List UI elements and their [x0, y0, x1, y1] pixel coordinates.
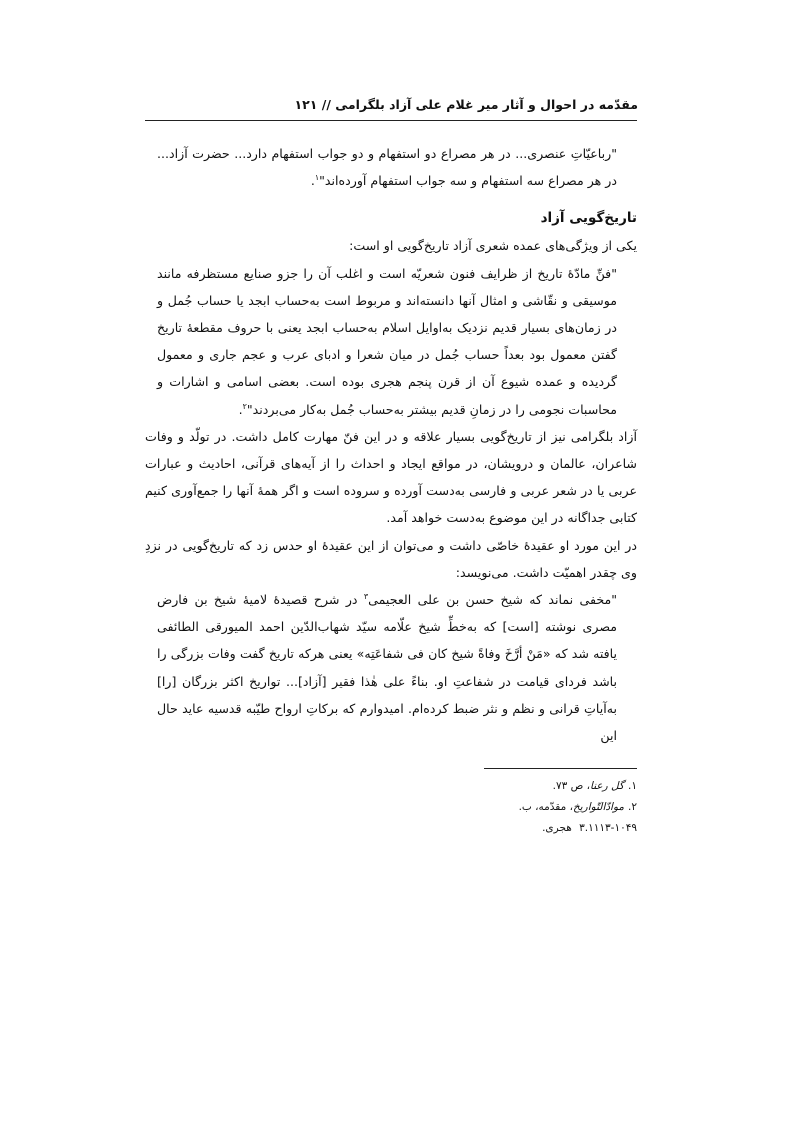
quote-makhfi-rest: در شرح قصیدهٔ لامیهٔ شیخ بن فارض مصری نوشته [است] که به‌خطِّ شیخ علّامه سیّد شهاب‌الدّین احمد المیورقی الطائفی یافته شد که «مَنْ أرَّخَ وفاةً شیخ کان فی شفاعَتِه» یعنی هرکه تاریخ گفت وفات بزرگی را باشد فردای قیامت در شفاعتِ او. بناءً علی هٰذا فقیر [آزاد]... تواریخ اکثر بزرگان [را] به‌آیاتِ قرانی و نظم و نثر ضبط کرده‌ام. امیدوارم که برکاتِ ارواح طیّبه قدسیه عاید حال این — [157, 592, 617, 744]
footnote-number: ۱. — [628, 780, 637, 792]
intro-paragraph: یکی از ویژگی‌های عمده شعری آزاد تاریخ‌گویی او است: — [349, 238, 637, 254]
quote-makhfi — [145, 586, 637, 749]
footnote-ref-3: ۳ — [363, 591, 369, 601]
footnote-rule — [484, 768, 637, 769]
footnote-number: ۲. — [628, 801, 637, 813]
footnote-title: گل رعنا — [590, 780, 625, 792]
quote-makhfi-start: "مخفی نماند که شیخ حسن بن علی العجیمی — [368, 592, 617, 608]
quote-anasori-text: "رباعیّاتِ عنصری... در هر مصراع دو استفهام و دو جواب استفهام دارد... حضرت آزاد... در هر مصراع سه استفهام و سه جواب استفهام آورده‌اند" — [157, 146, 617, 189]
main-text — [145, 140, 637, 749]
quote-anasori: "رباعیّاتِ عنصری... در هر مصراع دو استفهام و دو جواب استفهام دارد... حضرت آزاد... در هر مصراع سه استفهام و سه جواب استفهام آورده‌اند"$^۱$. — [157, 146, 617, 189]
footnote-ref-1: ۱ — [314, 173, 320, 183]
footnotes — [380, 776, 637, 839]
footnote-1 — [380, 776, 637, 797]
paragraph-belief: در این مورد او عقیدهٔ خاصّی داشت و می‌توان از این عقیدهٔ او حدس زد که تاریخ‌گویی در نزدِ وی چقدر اهمیّت داشت. می‌نویسد: — [145, 537, 637, 580]
footnote-2 — [380, 797, 637, 818]
quote-fann-tarikh-text: "فنِّ مادّهٔ تاریخ از ظرایف فنون شعریّه است و اغلب آن را جزو صنایع مستظرفه مانند موسیقی و نقّاشی و امثال آنها دانسته‌اند و مربوط است به‌حساب ابجد یا حساب جُمل و در زمان‌های بسیار قدیم نزدیک به‌اوایل اسلام به‌حساب ابجد یعنی با حروف مقطعهٔ تاریخ گفتن معمول بود بعداً حساب جُمل در میان شعرا و ادبای عرب و عجم جاری و معمول گردیده و عمده شیوع آن از قرن پنجم هجری بوده است. بعضی اسامی و اشارات و محاسبات نجومی را در زمانِ قدیم بیشتر به‌حساب جُمل به‌کار می‌بردند" — [157, 265, 617, 417]
footnote-detail: ، مقدّمه، ب. — [518, 801, 573, 813]
running-header: مقدّمه در احوال و آثار میر غلام علی آزاد بلگرامی // ۱۲۱ — [294, 97, 638, 112]
footnote-number: ۳. — [579, 822, 589, 834]
footnote-detail: ۱۱۱۳-۱۰۴۹ هجری. — [542, 822, 637, 834]
quote-fann-tarikh: "فنِّ مادّهٔ تاریخ از ظرایف فنون شعریّه است و اغلب آن را جزو صنایع مستظرفه مانند موسیقی و نقّاشی و امثال آنها دانسته‌اند و مربوط است به‌حساب ابجد یا حساب جُمل و در زمان‌های بسیار قدیم نزدیک به‌اوایل اسلام به‌حساب ابجد یعنی با حروف مقطعهٔ تاریخ گفتن معمول بود بعداً حساب جُمل در میان شعرا و ادبای عرب و عجم جاری و معمول گردیده و عمده شیوع آن از قرن پنجم هجری بوده است. بعضی اسامی و اشارات و محاسبات نجومی را در زمانِ قدیم بیشتر به‌حساب جُمل به‌کار می‌بردند"$^۲$. — [157, 265, 617, 417]
footnote-detail: ، ص ۷۳. — [552, 780, 591, 792]
footnote-title: موادّالتّواریخ — [572, 801, 625, 813]
paragraph-azad-skill: آزاد بلگرامی نیز از تاریخ‌گویی بسیار علاقه و در این فنّ مهارت کامل داشت. در تولّد و وفات شاعران، عالمان و درویشان، در مواقع ایجاد و احداث را از آیه‌های قرآنی، احادیث و عبارات عربی یا در شعر عربی و فارسی به‌دست آورده و سروده است و اگر همهٔ آنها را جمع‌آوری کنیم کتابی جداگانه در این موضوع به‌دست خواهد آمد. — [145, 428, 637, 526]
footnote-3 — [380, 818, 637, 839]
header-rule — [145, 120, 637, 121]
footnote-ref-2: ۲ — [242, 401, 247, 411]
section-heading: تاریخ‌گویی آزاد — [540, 210, 637, 227]
